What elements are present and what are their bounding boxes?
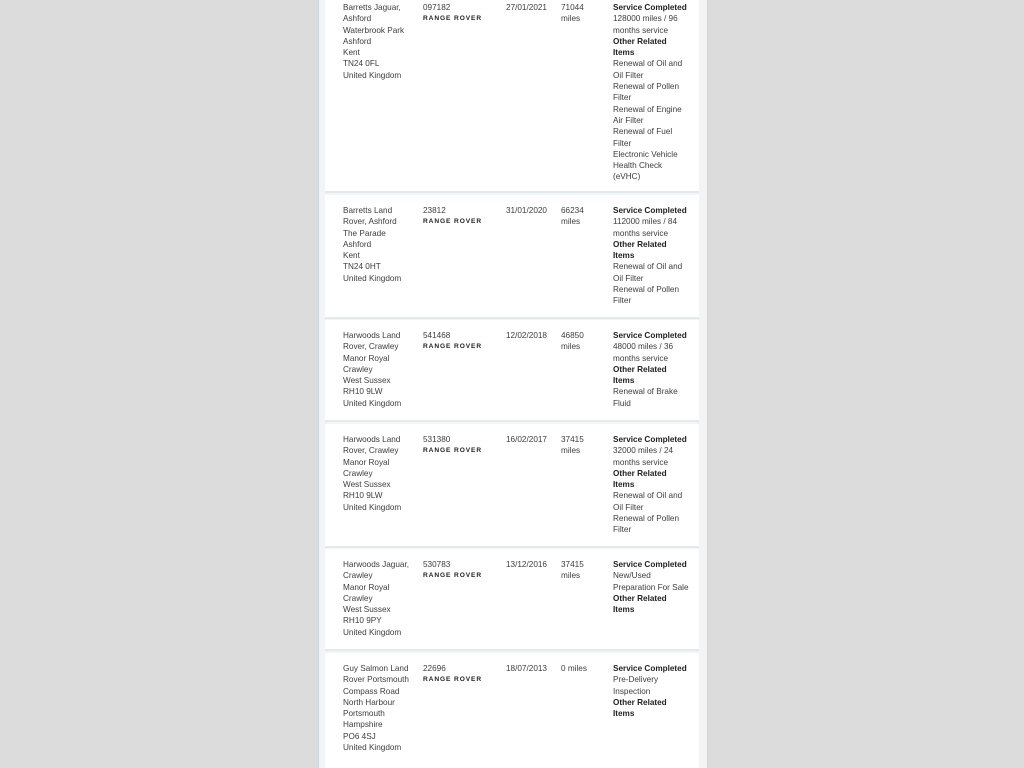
reference-number: 22696 [423, 664, 446, 673]
dealer-address: Barretts Land Rover, Ashford The Parade Ashford Kent TN24 0HT United Kingdom [343, 206, 402, 283]
related-item: Renewal of Oil and [613, 262, 683, 272]
range-rover-logo: RANGE ROVER [423, 343, 482, 351]
other-items-heading: Other Related [613, 239, 667, 249]
related-item: Air Filter [613, 115, 644, 125]
other-items-heading: Other Related [613, 697, 667, 707]
related-item: Filter [613, 138, 632, 148]
service-date: 16/02/2017 [506, 435, 547, 444]
related-item: Renewal of Pollen [613, 82, 679, 92]
service-details: Service Completed 112000 miles / 84 months service Other Related Items Renewal of Oil and Oil Filter Renewal of Pollen Filter [613, 205, 693, 307]
reference-number: 097182 [423, 3, 451, 12]
service-mileage: 46850 miles [561, 331, 584, 352]
service-date: 18/07/2013 [506, 664, 547, 673]
related-item: Renewal of Pollen [613, 285, 679, 295]
service-history-page [318, 0, 708, 768]
service-record-card [325, 195, 699, 319]
service-details: Service Completed 48000 miles / 36 months service Other Related Items Renewal of Brake Fluid [613, 330, 693, 409]
service-date: 27/01/2021 [506, 3, 547, 12]
related-item: Renewal of Oil and [613, 59, 683, 69]
service-reference [423, 559, 503, 580]
related-item: Oil Filter [613, 70, 644, 80]
reference-number: 541468 [423, 331, 451, 340]
dealer-address: Barretts Jaguar, Ashford Waterbrook Park Ashford Kent TN24 0FL United Kingdom [343, 3, 405, 80]
related-item: Filter [613, 296, 632, 306]
service-completed-heading: Service Completed [613, 331, 687, 340]
service-details: Service Completed 128000 miles / 96 months service Other Related Items Renewal of Oil and Oil Filter Renewal of Pollen Filter Renewal of Engine Air Filter Renewal of Fuel Filter Electronic Vehicle Health Check (eVHC) [613, 2, 693, 183]
other-items-heading: Other Related [613, 36, 667, 46]
other-items-heading: Other Related [613, 468, 667, 478]
service-record-card [325, 0, 699, 193]
service-record-card [325, 424, 699, 548]
dealer-address: Harwoods Land Rover, Crawley Manor Royal Crawley West Sussex RH10 9LW United Kingdom [343, 435, 402, 512]
related-item: Renewal of Engine [613, 104, 682, 114]
service-reference [423, 434, 503, 455]
range-rover-logo: RANGE ROVER [423, 447, 482, 455]
service-mileage: 37415 miles [561, 435, 584, 456]
service-reference [423, 663, 503, 684]
service-reference [423, 205, 503, 226]
service-completed-heading: Service Completed [613, 206, 687, 215]
related-item: Renewal of Fuel [613, 127, 673, 137]
range-rover-logo: RANGE ROVER [423, 15, 482, 23]
related-item: Filter [613, 93, 632, 103]
service-reference [423, 330, 503, 351]
service-completed-heading: Service Completed [613, 3, 687, 12]
related-item: Filter [613, 525, 632, 535]
range-rover-logo: RANGE ROVER [423, 676, 482, 684]
related-item: Renewal of Brake [613, 387, 678, 397]
dealer-address: Harwoods Land Rover, Crawley Manor Royal Crawley West Sussex RH10 9LW United Kingdom [343, 331, 402, 408]
service-mileage: 0 miles [561, 664, 587, 673]
service-completed-heading: Service Completed [613, 435, 687, 444]
related-item: Health Check [613, 161, 663, 171]
dealer-address: Guy Salmon Land Rover Portsmouth Compass Road North Harbour Portsmouth Hampshire PO6 4SJ United Kingdom [343, 664, 409, 753]
service-reference [423, 2, 503, 23]
service-completed-heading: Service Completed [613, 664, 687, 673]
service-mileage: 66234 miles [561, 206, 584, 227]
service-completed-heading: Service Completed [613, 560, 687, 569]
related-item: Renewal of Oil and [613, 491, 683, 501]
service-mileage: 37415 miles [561, 560, 584, 581]
service-record-card [325, 320, 699, 422]
service-record-card [325, 549, 699, 651]
related-item: Oil Filter [613, 273, 644, 283]
related-item: Fluid [613, 398, 631, 408]
service-details: Service Completed Pre-Delivery Inspection Other Related Items [613, 663, 693, 719]
other-items-heading: Other Related [613, 593, 667, 603]
related-item: Renewal of Pollen [613, 514, 679, 524]
service-record-card [325, 653, 699, 768]
service-date: 13/12/2016 [506, 560, 547, 569]
service-date: 12/02/2018 [506, 331, 547, 340]
dealer-address: Harwoods Jaguar, Crawley Manor Royal Crawley West Sussex RH10 9PY United Kingdom [343, 560, 409, 637]
related-item: Oil Filter [613, 502, 644, 512]
reference-number: 23812 [423, 206, 446, 215]
range-rover-logo: RANGE ROVER [423, 572, 482, 580]
service-date: 31/01/2020 [506, 206, 547, 215]
service-details: Service Completed 32000 miles / 24 months service Other Related Items Renewal of Oil and Oil Filter Renewal of Pollen Filter [613, 434, 693, 536]
reference-number: 530783 [423, 560, 451, 569]
related-item: (eVHC) [613, 172, 641, 182]
related-item: Electronic Vehicle [613, 149, 678, 159]
service-details: Service Completed New/Used Preparation For Sale Other Related Items [613, 559, 693, 615]
range-rover-logo: RANGE ROVER [423, 218, 482, 226]
reference-number: 531380 [423, 435, 451, 444]
other-items-heading: Other Related [613, 364, 667, 374]
service-mileage: 71044 miles [561, 3, 584, 24]
